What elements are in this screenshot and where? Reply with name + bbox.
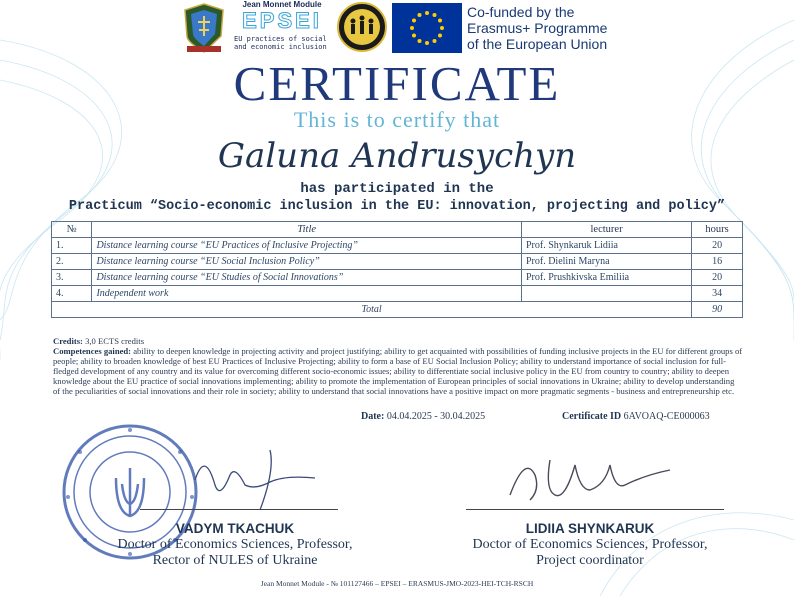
header-title: Title (92, 222, 522, 238)
row-hours: 16 (692, 254, 743, 270)
certificate-id-line (562, 411, 710, 422)
competences-text: ability to deepen knowledge in projecting activity and project justifying; ability to get acquainted with possibilities of funding inclusive projects in the EU for different groups of people; ability to broaden knowledge of best EU Practices of Inclusive Projecting; ability to form a base of EU Social Inclusion Policy; ability to understand importance of social inclusion for full-fledged development of any country and its value for overcoming different socio-economic issues; ability to differentiate social inclusive policy in the EU from country to country; ability to deepen knowledge about the EU practice of social innovations implementing; ability to promote the implementation of European principles of social innovations in Ukraine; ability to develop understanding of the peculiarities of social innovations and their role in society; ability to understand that social innovations have a positive impact on more pragmatic segments - business and entrepreneurship etc. (53, 346, 743, 396)
certificate-id-label: Certificate ID (562, 411, 622, 422)
erasmus-cofunded-text (467, 4, 637, 52)
eu-text-line1: Co-funded by the (467, 4, 575, 20)
footer-module-id: Jean Monnet Module - № 101127466 – EPSEI – ERASMUS-JMO-2023-HEI-TCH-RSCH (260, 579, 534, 588)
header-hours: hours (692, 222, 743, 238)
signer-right-name: LIDIIA SHYNKARUK (525, 521, 655, 536)
epsei-logo-text: EPSEI (242, 8, 322, 33)
row-hours: 34 (692, 286, 743, 302)
header-logos (0, 0, 794, 58)
row-num: 1. (52, 238, 92, 254)
epsei-subtitle (234, 35, 334, 51)
table-header-row (52, 222, 743, 238)
table-total-row (52, 302, 743, 318)
certify-statement: This is to certify that (293, 107, 501, 132)
total-hours: 90 (692, 302, 743, 318)
row-lecturer (521, 286, 691, 302)
credits-value: 3,0 ECTS credits (85, 336, 145, 346)
social-inclusion-circle-logo (337, 1, 387, 54)
date-value: 04.04.2025 - 30.04.2025 (386, 411, 486, 422)
certificate-id-value: 6AVOAQ-CE000063 (623, 411, 710, 422)
row-hours: 20 (692, 238, 743, 254)
courses-table (51, 221, 743, 318)
header-num: № (52, 222, 92, 238)
course-details (53, 336, 743, 396)
row-title: Distance learning course “EU Social Inclusion Policy” (92, 254, 522, 270)
row-lecturer: Prof. Shynkaruk Lidiia (521, 238, 691, 254)
left-signature (175, 440, 335, 520)
table-row (52, 286, 743, 302)
total-label: Total (52, 302, 692, 318)
signer-left-role2: Rector of NULES of Ukraine (152, 553, 318, 568)
epsei-subtitle-line2: and economic inclusion (234, 43, 327, 51)
signer-left (70, 521, 400, 569)
competences-block (53, 346, 743, 396)
recipient-name: Galuna Andrusychyn (217, 136, 577, 176)
eu-flag-icon (392, 3, 462, 53)
row-title: Distance learning course “EU Practices of Inclusive Projecting” (92, 238, 522, 254)
signer-right (430, 521, 750, 569)
table-row (52, 238, 743, 254)
row-title: Distance learning course “EU Studies of Social Innovations” (92, 270, 522, 286)
certificate-title: CERTIFICATE (233, 56, 561, 111)
epsei-subtitle-line1: EU practices of social (234, 35, 327, 43)
table-row (52, 254, 743, 270)
practicum-title: Practicum “Socio-economic inclusion in the EU: innovation, projecting and policy” (68, 199, 726, 214)
signer-left-role1: Doctor of Economics Sciences, Professor, (117, 537, 353, 552)
competences-label: Competences gained: (53, 346, 132, 356)
signer-right-role2: Project coordinator (536, 553, 644, 568)
signature-line-right (466, 509, 724, 510)
signature-line-left (140, 509, 338, 510)
credits-line (53, 336, 743, 346)
date-label: Date: (361, 411, 385, 422)
credits-label: Credits: (53, 336, 83, 346)
row-num: 4. (52, 286, 92, 302)
row-num: 2. (52, 254, 92, 270)
right-signature (495, 445, 675, 515)
row-num: 3. (52, 270, 92, 286)
table-row (52, 270, 743, 286)
header-lecturer: lecturer (521, 222, 691, 238)
row-lecturer: Prof. Dielini Maryna (521, 254, 691, 270)
signer-left-name: VADYM TKACHUK (175, 521, 295, 536)
participated-statement: has participated in the (300, 181, 494, 197)
eu-text-line2: Erasmus+ Programme (467, 20, 608, 36)
date-line (361, 411, 485, 422)
row-lecturer: Prof. Prushkivska Emiliia (521, 270, 691, 286)
eu-text-line3: of the European Union (467, 36, 608, 52)
signer-right-role1: Doctor of Economics Sciences, Professor, (472, 537, 708, 552)
jean-monnet-module-label: Jean Monnet Module (242, 0, 322, 9)
university-crest-logo (181, 2, 227, 54)
row-title: Independent work (92, 286, 522, 302)
row-hours: 20 (692, 270, 743, 286)
